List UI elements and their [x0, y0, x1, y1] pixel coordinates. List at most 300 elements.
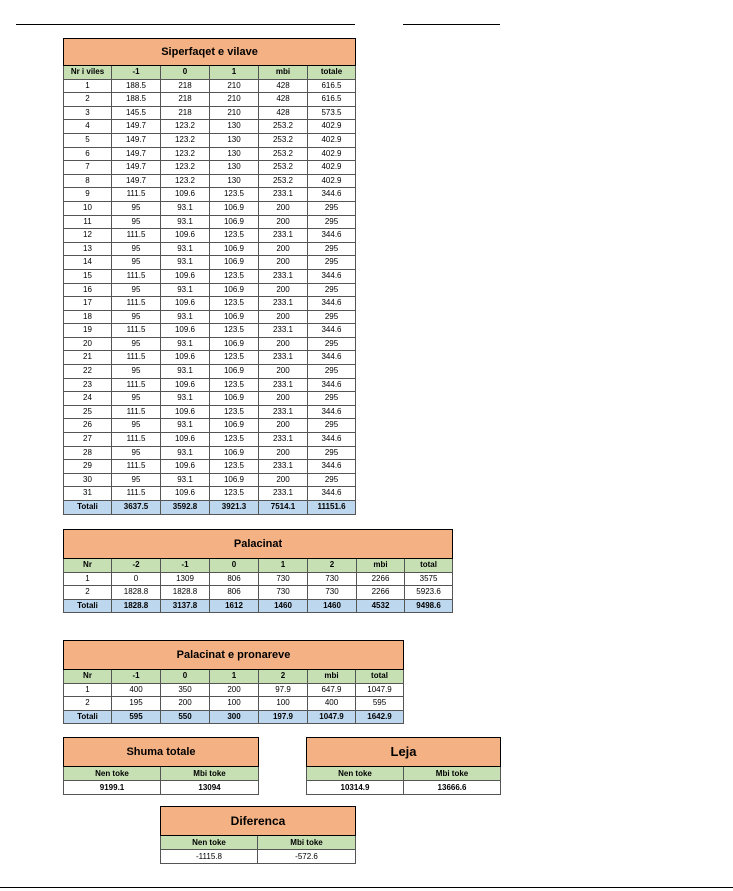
table-row-cell: 109.6: [161, 269, 210, 283]
table-row-cell: 730: [308, 586, 357, 600]
table-row-cell: 12: [64, 229, 112, 243]
total-row-cell: 550: [161, 710, 210, 724]
total-sum-table: [63, 737, 259, 795]
table-row-cell: 253.2: [259, 174, 308, 188]
table-row-cell: 295: [308, 392, 356, 406]
table-row-cell: 616.5: [308, 79, 356, 93]
header-row-cell: -1: [112, 670, 161, 684]
table-row: [64, 229, 356, 243]
table-row: [64, 215, 356, 229]
table-row-cell: 25: [64, 405, 112, 419]
header-row-cell: Nr: [64, 670, 112, 684]
total-row-cell: 9498.6: [405, 599, 453, 613]
table-row: [64, 283, 356, 297]
table-row: [64, 174, 356, 188]
total-row-cell: 1047.9: [308, 710, 356, 724]
villa-areas-table: [63, 38, 356, 515]
value-cell: 10314.9: [307, 781, 404, 795]
table-row-cell: 200: [259, 215, 308, 229]
table-row-cell: 123.2: [161, 147, 210, 161]
table-row-cell: 11: [64, 215, 112, 229]
owners-apartments-table: [63, 640, 404, 724]
header-row-cell: Mbi toke: [161, 767, 259, 781]
table-row: [64, 242, 356, 256]
table-row: [64, 473, 356, 487]
value-row: [161, 850, 356, 864]
table-row: [64, 201, 356, 215]
table-row-cell: 233.1: [259, 351, 308, 365]
table-row-cell: 295: [308, 283, 356, 297]
table-row-cell: 616.5: [308, 93, 356, 107]
table-row-cell: 200: [161, 697, 210, 711]
table-row-cell: 130: [210, 174, 259, 188]
table-row-cell: 123.5: [210, 324, 259, 338]
total-row-cell: 1612: [210, 599, 259, 613]
table-row-cell: 1: [64, 79, 112, 93]
table-row-cell: 13: [64, 242, 112, 256]
table-row-cell: 95: [112, 310, 161, 324]
difference-title: Diferenca: [161, 807, 356, 836]
total-row-cell: 11151.6: [308, 501, 356, 515]
table-row-cell: 200: [259, 446, 308, 460]
villa-table-title: Siperfaqet e vilave: [64, 39, 356, 66]
table-row-cell: 233.1: [259, 229, 308, 243]
table-row-cell: 7: [64, 161, 112, 175]
table-row-cell: 109.6: [161, 433, 210, 447]
table-row-cell: 93.1: [161, 473, 210, 487]
table-row-cell: 123.5: [210, 378, 259, 392]
table-row-cell: 111.5: [112, 297, 161, 311]
total-row-cell: 3592.8: [161, 501, 210, 515]
table-row-cell: 106.9: [210, 242, 259, 256]
table-row-cell: 2: [64, 586, 112, 600]
table-row-cell: 106.9: [210, 446, 259, 460]
table-row-cell: 123.5: [210, 433, 259, 447]
table-row-cell: 111.5: [112, 460, 161, 474]
table-row-cell: 1828.8: [161, 586, 210, 600]
value-row-cell: -572.6: [258, 850, 356, 864]
table-row-cell: 2266: [357, 586, 405, 600]
table-row-cell: 200: [259, 365, 308, 379]
table-row-cell: 123.5: [210, 229, 259, 243]
table-row-cell: 130: [210, 120, 259, 134]
table-row-cell: 200: [259, 473, 308, 487]
difference-table: [160, 806, 356, 864]
table-row-cell: 93.1: [161, 256, 210, 270]
header-row-cell: mbi: [357, 559, 405, 573]
table-row-cell: 233.1: [259, 297, 308, 311]
table-row-cell: 111.5: [112, 487, 161, 501]
table-row-cell: 188.5: [112, 93, 161, 107]
table-row-cell: 106.9: [210, 419, 259, 433]
table-row-cell: 100: [210, 697, 259, 711]
table-row-cell: 400: [112, 683, 161, 697]
table-row-cell: 200: [210, 683, 259, 697]
header-row-cell: 1: [210, 66, 259, 80]
table-row-cell: 210: [210, 106, 259, 120]
owners-table-title: Palacinat e pronareve: [64, 641, 404, 670]
table-row-cell: 123.5: [210, 188, 259, 202]
table-row-cell: 111.5: [112, 378, 161, 392]
table-row-cell: 218: [161, 93, 210, 107]
table-row-cell: 23: [64, 378, 112, 392]
table-row-cell: 18: [64, 310, 112, 324]
table-row: [64, 405, 356, 419]
table-row-cell: 2266: [357, 572, 405, 586]
table-row-cell: 106.9: [210, 310, 259, 324]
total-row-cell: Totali: [64, 599, 112, 613]
table-row-cell: 1309: [161, 572, 210, 586]
header-row-cell: -2: [112, 559, 161, 573]
table-row-cell: 106.9: [210, 337, 259, 351]
table-row-cell: 123.5: [210, 269, 259, 283]
table-row: [64, 106, 356, 120]
table-row-cell: 93.1: [161, 283, 210, 297]
table-row-cell: 3: [64, 106, 112, 120]
table-row-cell: 5923.6: [405, 586, 453, 600]
table-row-cell: 210: [210, 93, 259, 107]
header-row-cell: 2: [308, 559, 357, 573]
table-row-cell: 95: [112, 419, 161, 433]
header-row-cell: 2: [259, 670, 308, 684]
total-row-cell: 7514.1: [259, 501, 308, 515]
table-row: [64, 133, 356, 147]
table-row-cell: 95: [112, 392, 161, 406]
table-row-cell: 295: [308, 201, 356, 215]
table-row-cell: 123.2: [161, 133, 210, 147]
table-row-cell: 109.6: [161, 460, 210, 474]
table-row-cell: 730: [259, 586, 308, 600]
table-row-cell: 402.9: [308, 174, 356, 188]
table-row-cell: 3575: [405, 572, 453, 586]
table-row-cell: 123.5: [210, 351, 259, 365]
permit-title: Leja: [307, 738, 501, 767]
header-row: [64, 670, 404, 684]
table-row-cell: 233.1: [259, 487, 308, 501]
table-row-cell: 93.1: [161, 365, 210, 379]
table-row-cell: 233.1: [259, 405, 308, 419]
table-row: [64, 586, 453, 600]
header-row-cell: Nen toke: [161, 836, 258, 850]
table-row-cell: 111.5: [112, 433, 161, 447]
total-row-cell: 300: [210, 710, 259, 724]
table-row: [64, 188, 356, 202]
bottom-rule: [0, 887, 733, 888]
table-row: [64, 365, 356, 379]
table-row-cell: 93.1: [161, 446, 210, 460]
table-row-cell: 26: [64, 419, 112, 433]
header-row: [161, 836, 356, 850]
table-row-cell: 109.6: [161, 405, 210, 419]
table-row: [64, 392, 356, 406]
table-row: [64, 697, 404, 711]
table-row-cell: 200: [259, 283, 308, 297]
table-row-cell: 109.6: [161, 378, 210, 392]
total-row-cell: 3921.3: [210, 501, 259, 515]
top-rule-right: [403, 24, 500, 25]
table-row-cell: 106.9: [210, 365, 259, 379]
table-row-cell: 109.6: [161, 297, 210, 311]
table-row-cell: 344.6: [308, 460, 356, 474]
table-row-cell: 106.9: [210, 215, 259, 229]
table-row-cell: 19: [64, 324, 112, 338]
total-row: [64, 710, 404, 724]
table-row-cell: 130: [210, 147, 259, 161]
table-row-cell: 123.2: [161, 161, 210, 175]
table-row: [64, 269, 356, 283]
header-row: [64, 66, 356, 80]
table-row-cell: 20: [64, 337, 112, 351]
table-row-cell: 344.6: [308, 378, 356, 392]
table-row-cell: 573.5: [308, 106, 356, 120]
header-row-cell: 0: [161, 66, 210, 80]
table-row: [64, 161, 356, 175]
table-row: [64, 683, 404, 697]
header-row-cell: mbi: [308, 670, 356, 684]
table-row: [64, 487, 356, 501]
table-row-cell: 200: [259, 201, 308, 215]
table-row-cell: 93.1: [161, 242, 210, 256]
table-row-cell: 106.9: [210, 201, 259, 215]
table-row-cell: 93.1: [161, 201, 210, 215]
table-row-cell: 200: [259, 419, 308, 433]
table-row: [64, 93, 356, 107]
table-row-cell: 15: [64, 269, 112, 283]
table-row: [64, 572, 453, 586]
table-row-cell: 344.6: [308, 188, 356, 202]
table-row-cell: 1047.9: [356, 683, 404, 697]
table-row-cell: 344.6: [308, 297, 356, 311]
table-row-cell: 8: [64, 174, 112, 188]
apartments-table-title: Palacinat: [64, 530, 453, 559]
table-row-cell: 295: [308, 446, 356, 460]
table-row: [64, 297, 356, 311]
table-row-cell: 400: [308, 697, 356, 711]
total-row-cell: Totali: [64, 710, 112, 724]
table-row-cell: 344.6: [308, 351, 356, 365]
header-row-cell: Nr: [64, 559, 112, 573]
table-row-cell: 95: [112, 283, 161, 297]
table-row-cell: 145.5: [112, 106, 161, 120]
table-row-cell: 253.2: [259, 161, 308, 175]
table-row-cell: 111.5: [112, 324, 161, 338]
table-row-cell: 106.9: [210, 283, 259, 297]
table-row-cell: 111.5: [112, 351, 161, 365]
table-row-cell: 95: [112, 201, 161, 215]
table-row-cell: 344.6: [308, 433, 356, 447]
table-row: [64, 351, 356, 365]
table-row-cell: 109.6: [161, 487, 210, 501]
table-row-cell: 123.5: [210, 460, 259, 474]
table-row-cell: 106.9: [210, 392, 259, 406]
value-cell: 9199.1: [64, 781, 161, 795]
value-row: [64, 781, 259, 795]
table-row-cell: 233.1: [259, 433, 308, 447]
table-row-cell: 111.5: [112, 405, 161, 419]
table-row-cell: 111.5: [112, 229, 161, 243]
table-row-cell: 806: [210, 586, 259, 600]
table-row-cell: 233.1: [259, 188, 308, 202]
total-row-cell: 3137.8: [161, 599, 210, 613]
table-row-cell: 95: [112, 337, 161, 351]
table-row-cell: 4: [64, 120, 112, 134]
table-row-cell: 111.5: [112, 188, 161, 202]
table-row-cell: 16: [64, 283, 112, 297]
table-row-cell: 21: [64, 351, 112, 365]
table-row-cell: 109.6: [161, 351, 210, 365]
table-row: [64, 256, 356, 270]
table-row: [64, 120, 356, 134]
table-row-cell: 233.1: [259, 378, 308, 392]
header-row-cell: Nen toke: [64, 767, 161, 781]
table-row-cell: 295: [308, 365, 356, 379]
table-row-cell: 27: [64, 433, 112, 447]
table-row-cell: 95: [112, 365, 161, 379]
table-row-cell: 29: [64, 460, 112, 474]
table-row-cell: 22: [64, 365, 112, 379]
table-row-cell: 428: [259, 93, 308, 107]
header-row-cell: totale: [308, 66, 356, 80]
table-row-cell: 30: [64, 473, 112, 487]
table-row-cell: 730: [308, 572, 357, 586]
table-row-cell: 95: [112, 446, 161, 460]
table-row-cell: 109.6: [161, 229, 210, 243]
table-row-cell: 806: [210, 572, 259, 586]
table-row-cell: 93.1: [161, 419, 210, 433]
table-row-cell: 95: [112, 242, 161, 256]
total-row: [64, 599, 453, 613]
table-row-cell: 344.6: [308, 229, 356, 243]
permit-table: [306, 737, 501, 795]
table-row-cell: 93.1: [161, 392, 210, 406]
table-row-cell: 344.6: [308, 487, 356, 501]
table-row-cell: 149.7: [112, 174, 161, 188]
table-row-cell: 195: [112, 697, 161, 711]
table-row-cell: 123.5: [210, 405, 259, 419]
table-row-cell: 350: [161, 683, 210, 697]
table-row-cell: 218: [161, 106, 210, 120]
top-rule-left: [16, 24, 355, 25]
total-row-cell: 1460: [308, 599, 357, 613]
table-row-cell: 2: [64, 93, 112, 107]
total-row-cell: 1642.9: [356, 710, 404, 724]
table-row-cell: 31: [64, 487, 112, 501]
value-cell: 13094: [161, 781, 259, 795]
header-row-cell: Mbi toke: [258, 836, 356, 850]
total-row-cell: 4532: [357, 599, 405, 613]
table-row-cell: 149.7: [112, 133, 161, 147]
table-row-cell: 109.6: [161, 324, 210, 338]
table-row: [64, 446, 356, 460]
table-row-cell: 295: [308, 242, 356, 256]
header-row: [64, 767, 259, 781]
table-row-cell: 595: [356, 697, 404, 711]
table-row: [64, 324, 356, 338]
table-row-cell: 93.1: [161, 337, 210, 351]
header-row-cell: Nr i viles: [64, 66, 112, 80]
total-row-cell: 595: [112, 710, 161, 724]
table-title-row: [64, 641, 404, 670]
table-row-cell: 402.9: [308, 120, 356, 134]
table-row-cell: 130: [210, 133, 259, 147]
table-row-cell: 1828.8: [112, 586, 161, 600]
table-row-cell: 93.1: [161, 310, 210, 324]
total-row-cell: 197.9: [259, 710, 308, 724]
table-row-cell: 233.1: [259, 324, 308, 338]
table-row-cell: 428: [259, 106, 308, 120]
value-row: [307, 781, 501, 795]
table-row-cell: 28: [64, 446, 112, 460]
header-row-cell: mbi: [259, 66, 308, 80]
total-row: [64, 501, 356, 515]
table-row-cell: 123.2: [161, 174, 210, 188]
table-row-cell: 402.9: [308, 147, 356, 161]
table-row-cell: 95: [112, 473, 161, 487]
header-row-cell: Nen toke: [307, 767, 404, 781]
table-row-cell: 123.5: [210, 487, 259, 501]
table-row-cell: 402.9: [308, 161, 356, 175]
header-row-cell: total: [405, 559, 453, 573]
table-row-cell: 344.6: [308, 324, 356, 338]
table-row-cell: 6: [64, 147, 112, 161]
table-row-cell: 93.1: [161, 215, 210, 229]
header-row-cell: 0: [161, 670, 210, 684]
table-row-cell: 200: [259, 256, 308, 270]
table-title-row: [64, 530, 453, 559]
table-row-cell: 344.6: [308, 405, 356, 419]
total-row-cell: 1460: [259, 599, 308, 613]
header-row-cell: -1: [112, 66, 161, 80]
total-row-cell: 1828.8: [112, 599, 161, 613]
value-cell: 13666.6: [404, 781, 501, 795]
header-row-cell: total: [356, 670, 404, 684]
table-row-cell: 402.9: [308, 133, 356, 147]
table-row-cell: 10: [64, 201, 112, 215]
table-row-cell: 106.9: [210, 473, 259, 487]
table-row-cell: 1: [64, 683, 112, 697]
table-row-cell: 5: [64, 133, 112, 147]
table-row-cell: 233.1: [259, 269, 308, 283]
table-row-cell: 295: [308, 310, 356, 324]
table-row: [64, 147, 356, 161]
header-row: [307, 767, 501, 781]
table-title-row: [64, 39, 356, 66]
table-row-cell: 188.5: [112, 79, 161, 93]
table-row-cell: 295: [308, 256, 356, 270]
table-row: [64, 79, 356, 93]
value-row-cell: -1115.8: [161, 850, 258, 864]
total-sum-title: Shuma totale: [64, 738, 259, 767]
table-row-cell: 109.6: [161, 188, 210, 202]
table-row-cell: 149.7: [112, 161, 161, 175]
table-row-cell: 253.2: [259, 133, 308, 147]
table-row-cell: 295: [308, 419, 356, 433]
table-row-cell: 123.2: [161, 120, 210, 134]
header-row-cell: -1: [161, 559, 210, 573]
table-row-cell: 200: [259, 242, 308, 256]
table-row-cell: 24: [64, 392, 112, 406]
total-row-cell: Totali: [64, 501, 112, 515]
table-row: [64, 378, 356, 392]
table-row-cell: 233.1: [259, 460, 308, 474]
table-row-cell: 428: [259, 79, 308, 93]
table-row-cell: 200: [259, 392, 308, 406]
table-row-cell: 200: [259, 337, 308, 351]
table-row-cell: 149.7: [112, 147, 161, 161]
table-row-cell: 0: [112, 572, 161, 586]
table-row-cell: 647.9: [308, 683, 356, 697]
table-row-cell: 1: [64, 572, 112, 586]
